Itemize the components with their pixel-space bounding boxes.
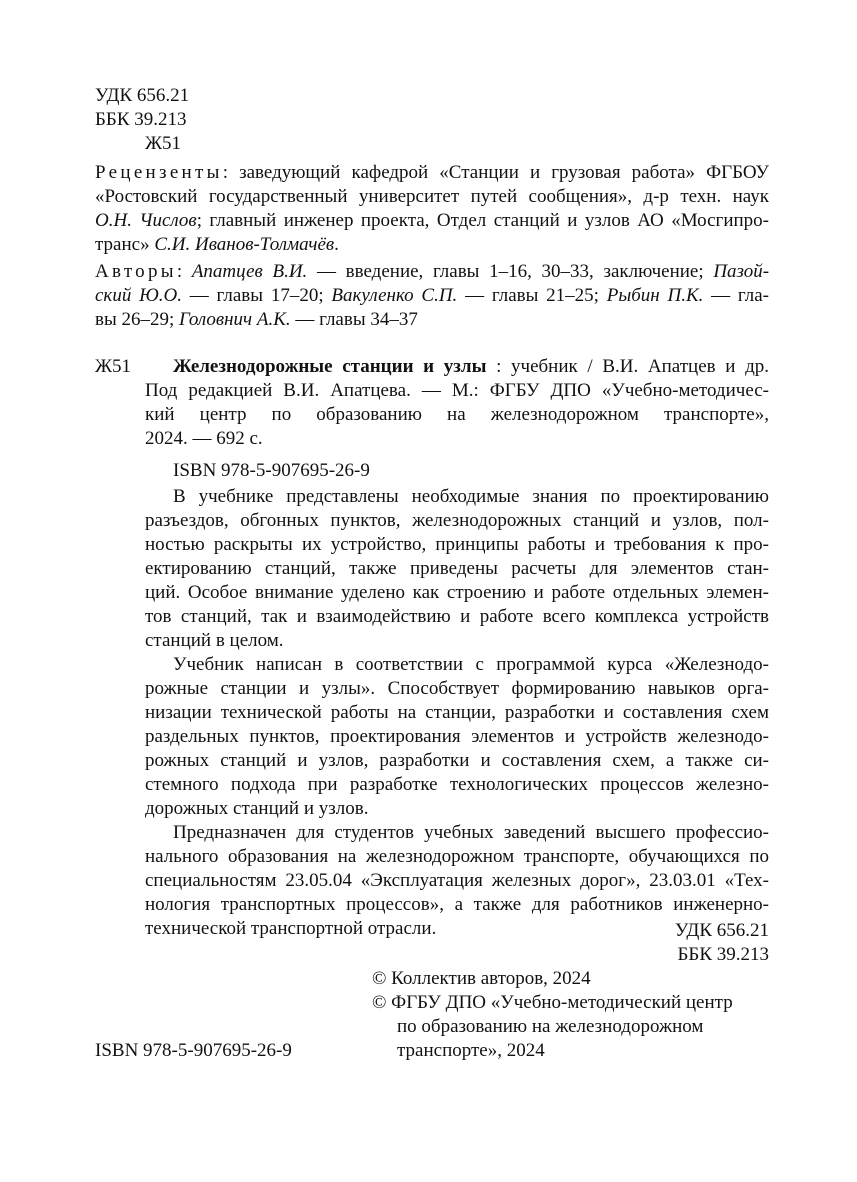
authors-label: Авторы [95, 261, 177, 282]
book-title: Железнодорожные станции и узлы [173, 356, 487, 377]
reviewer-name-1: О.Н. Числов [95, 210, 197, 231]
abstract-paragraph-1: В учебнике представлены необходимые знания по проектированию разъездов, обгонных пунктов, железнодорожных станций и узлов, пол- ностью раскрыты их устройство, принципы работы и требования к про- ектированию станций, также приведены расчеты для элементов стан- ций. Особое внимание уделено как строению и работе отдельных элемен- тов станций, так и взаимодействию и работе всего комплекса устройств станций в целом. [145, 486, 769, 651]
copyright-authors: © Коллектив авторов, 2024 [372, 968, 591, 989]
reviewer-name-2: С.И. Иванов-Толмачёв [154, 234, 335, 255]
author-5: Головнич А.К. [179, 309, 291, 330]
reviewers-label: Рецензенты [95, 162, 223, 183]
author-1: Апатцев В.И. [191, 261, 308, 282]
author-4: Рыбин П.К. [606, 285, 704, 306]
abstract-paragraph-2: Учебник написан в соответствии с программой курса «Железнодо- рожные станции и узлы». Способствует формированию навыков орга- низации технической работы на станции, разработки и составления схем раздельных пунктов, проектирования элементов и устройств железнодо- рожных станций и узлов, разработки и составления схем, а также си- стемного подхода при разработке технологических процессов железно- дорожных станций и узлов. [145, 654, 769, 819]
biblio-line-4: 2024. — 692 с. [145, 428, 263, 449]
author-3: Вакуленко С.П. [331, 285, 458, 306]
footer-bbk: ББК 39.213 [677, 944, 769, 965]
biblio-continuation [145, 379, 769, 451]
reviewers-line-3: О.Н. Числов; главный инженер проекта, Отдел станций и узлов АО «Мосгипро- [95, 210, 769, 231]
copyright-block [372, 967, 733, 1063]
udk-code: УДК 656.21 [95, 85, 190, 106]
copyright-publisher-line-1: © ФГБУ ДПО «Учебно-методический центр [372, 992, 733, 1013]
authors-line-3: вы 26–29; Головнич А.К. — главы 34–37 [95, 309, 418, 330]
footer-codes [560, 919, 769, 967]
reviewers-block [95, 161, 769, 257]
reviewers-line-4: транс» С.И. Иванов-Толмачёв. [95, 234, 339, 255]
biblio-entry [173, 355, 769, 379]
footer-isbn: ISBN 978-5-907695-26-9 [95, 1040, 292, 1061]
biblio-line-1: Железнодорожные станции и узлы : учебник / В.И. Апатцев и др. [173, 356, 770, 377]
biblio-isbn: ISBN 978-5-907695-26-9 [173, 460, 370, 481]
author-2-part2: ский Ю.О. [95, 285, 182, 306]
reviewers-line-2: «Ростовский государственный университет путей сообщения», д-р техн. наук [95, 186, 769, 207]
biblio-line-3: кий центр по образованию на железнодорожном транспорте», [145, 404, 769, 425]
bbk-code: ББК 39.213 [95, 109, 187, 130]
copyright-publisher-line-3: транспорте», 2024 [397, 1040, 545, 1061]
biblio-line-2: Под редакцией В.И. Апатцева. — М.: ФГБУ ДПО «Учебно-методичес- [145, 380, 769, 401]
copyright-publisher-line-2: по образованию на железнодорожном [397, 1016, 704, 1037]
abstract [145, 485, 769, 941]
header-codes [95, 84, 189, 156]
authors-block [95, 260, 769, 332]
biblio-code: Ж51 [95, 356, 132, 377]
authors-line-1: Авторы: Апатцев В.И. — введение, главы 1–16, 30–33, заключение; Пазой- [95, 261, 770, 282]
abstract-paragraph-3: Предназначен для студентов учебных заведений высшего профессио- нального образования на железнодорожном транспорте, обучающихся по специальностям 23.05.04 «Эксплуатация железных дорог», 23.03.01 «Тех- нология транспортных процессов», а также для работников инженерно- технической транспортной отрасли. [145, 822, 769, 939]
authors-line-2: ский Ю.О. — главы 17–20; Вакуленко С.П. — главы 21–25; Рыбин П.К. — гла- [95, 285, 770, 306]
author-2-part1: Пазой- [713, 261, 770, 282]
author-mark: Ж51 [145, 133, 182, 154]
reviewers-line-1: Рецензенты: заведующий кафедрой «Станции и грузовая работа» ФГБОУ [95, 162, 769, 183]
footer-udk: УДК 656.21 [674, 920, 769, 941]
